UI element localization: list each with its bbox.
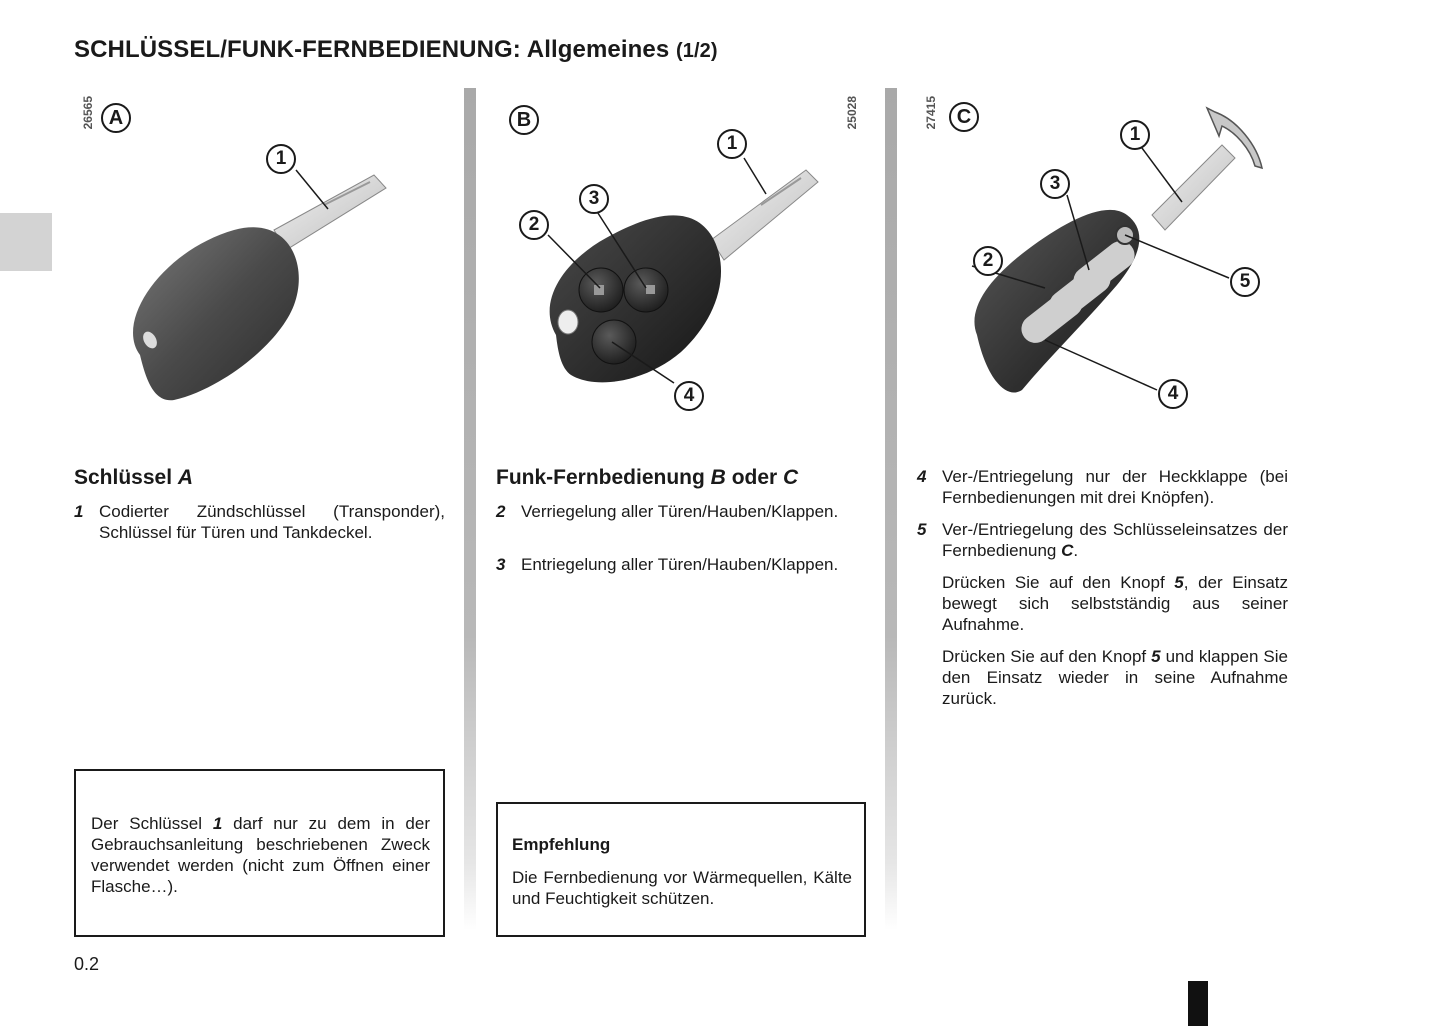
list-item-remote-3: 3 Entriegelung aller Türen/Hauben/Klappen. (496, 555, 839, 574)
figure-a-callout-1: 1 (266, 144, 296, 174)
section-heading-remote: Funk-Fernbedienung B oder C (496, 466, 799, 489)
figure-a-letter (101, 103, 131, 133)
note-key-usage-text: Der Schlüssel 1 darf nur zu dem in der Gebrauchsanleitung beschriebenen Zweck verwendet werden (nicht zum Öffnen einer Flasche…). (91, 814, 430, 896)
figure-b-callout-2: 2 (519, 210, 549, 240)
section-tab (0, 213, 52, 271)
note-recommendation-text: Die Fernbedienung vor Wärmequellen, Kälte und Feuchtigkeit schützen. (512, 868, 852, 908)
list-item-remote-2: 2 Verriegelung aller Türen/Hauben/Klappen. (496, 502, 839, 521)
list-item-remote-4: 4 Ver-/Entriegelung nur der Heckklappe (bei Fernbedienungen mit drei Knöpfen). (917, 467, 1288, 507)
figure-c-code: 27415 (924, 96, 938, 130)
page-title-suffix: (1/2) (676, 40, 718, 62)
note-recommendation-heading: Empfehlung (512, 835, 611, 854)
list-item-remote-5: 5 Ver-/Entriegelung des Schlüsseleinsatzes der Fernbedienung C. (917, 520, 1288, 560)
figure-c-letter (949, 102, 979, 132)
figure-b-callout-3: 3 (579, 184, 609, 214)
page-number: 0.2 (74, 954, 100, 974)
figure-b-letter (509, 105, 539, 135)
paragraph-button-5-open: Drücken Sie auf den Knopf 5, der Einsatz bewegt sich selbstständig aus seiner Aufnahme. (942, 573, 1288, 634)
note-box-recommendation (496, 802, 866, 937)
column-divider-left (464, 88, 476, 930)
list-item-key-1: 1 Codierter Zündschlüssel (Transponder), Schlüssel für Türen und Tankdeckel. (74, 502, 445, 542)
figure-a-code: 26565 (81, 96, 95, 130)
page-title-main: SCHLÜSSEL/FUNK-FERNBEDIENUNG: Allgemeines (74, 36, 670, 63)
key-a-illustration (74, 90, 454, 435)
figure-c-letter-text: C (956, 106, 972, 128)
section-heading-key-a: Schlüssel A (74, 466, 194, 489)
note-box-key-usage (74, 769, 445, 937)
figure-b-callout-1: 1 (717, 129, 747, 159)
page-title (74, 36, 718, 64)
paragraph-button-5-close: Drücken Sie auf den Knopf 5 und klappen Sie den Einsatz wieder in seine Aufnahme zurück. (942, 647, 1288, 708)
figure-c-callout-4: 4 (1158, 379, 1188, 409)
figure-c-callout-5: 5 (1230, 267, 1260, 297)
column-divider-right (885, 88, 897, 930)
figure-key-a (74, 90, 454, 435)
figure-b-callout-4: 4 (674, 381, 704, 411)
page-edge-marker (1188, 981, 1208, 1026)
figure-a-letter-text: A (108, 107, 124, 129)
figure-c-callout-2: 2 (973, 246, 1003, 276)
figure-c-callout-3: 3 (1040, 169, 1070, 199)
figure-c-callout-1: 1 (1120, 120, 1150, 150)
figure-b-code: 25028 (845, 96, 859, 130)
figure-b-letter-text: B (516, 109, 532, 131)
